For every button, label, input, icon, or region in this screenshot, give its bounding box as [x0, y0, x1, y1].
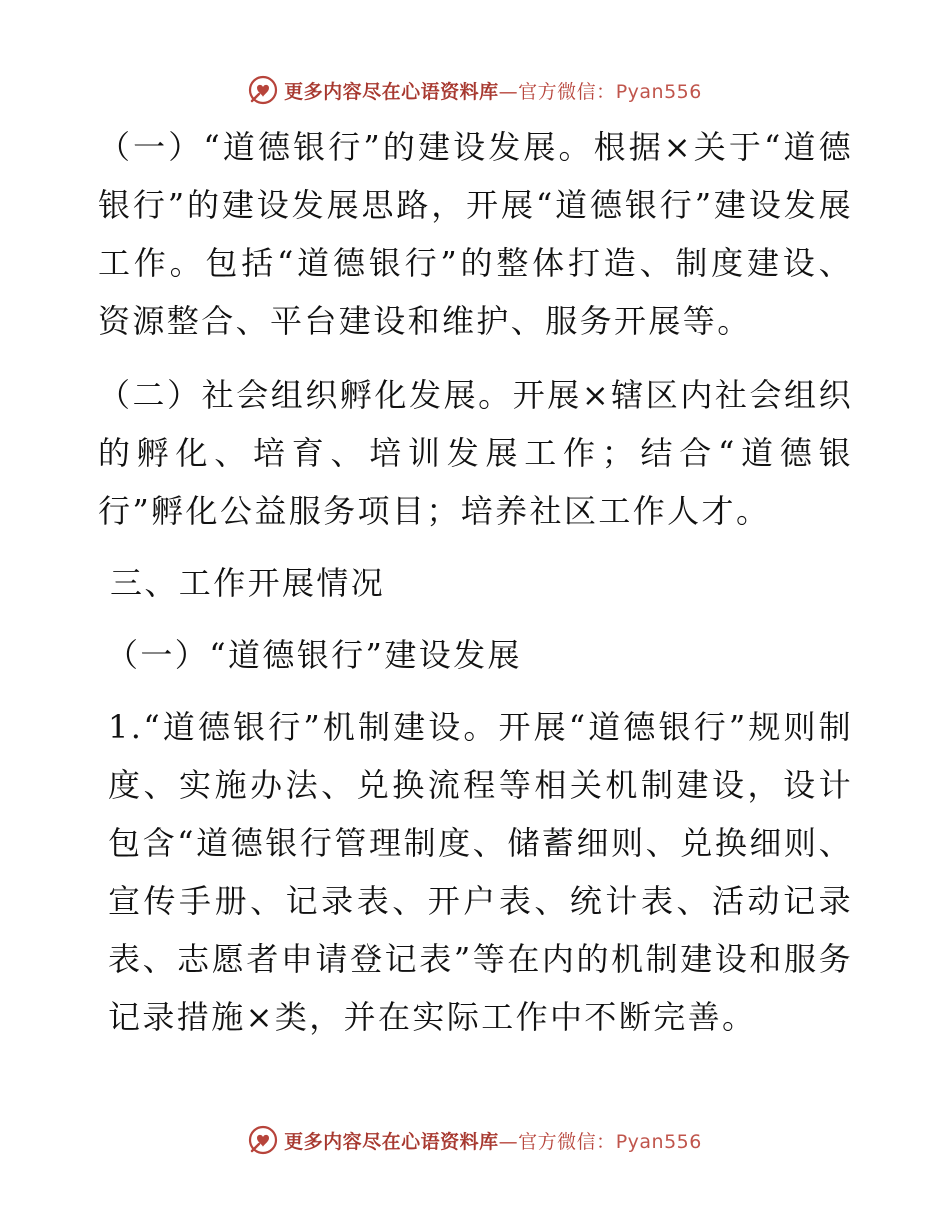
footer-banner-main: 更多内容尽在心语资料库: [284, 1130, 499, 1153]
document-body: [98, 118, 853, 1046]
header-banner-text: [284, 77, 702, 104]
heart-pen-logo-icon: [248, 75, 278, 105]
subsection-heading-moral-bank: （一）“道德银行”建设发展: [106, 636, 522, 674]
footer-banner-text: [284, 1127, 702, 1154]
header-banner-wechat-id: Pyan556: [615, 80, 702, 103]
footer-banner-wechat-id: Pyan556: [615, 1130, 702, 1153]
footer-watermark-banner: [0, 1122, 950, 1158]
paragraph-moral-bank-development: （一）“道德银行”的建设发展。根据×关于“道德银行”的建设发展思路，开展“道德银行”建设发展工作。包括“道德银行”的整体打造、制度建设、资源整合、平台建设和维护、服务开展等。: [98, 128, 853, 340]
header-banner-label: 官方微信：: [518, 80, 616, 103]
header-banner-separator: —: [498, 80, 519, 103]
header-banner-main: 更多内容尽在心语资料库: [284, 80, 499, 103]
section-heading-work-progress: 三、工作开展情况: [110, 564, 386, 602]
heart-pen-logo-icon: [248, 1125, 278, 1155]
paragraph-mechanism-construction: 1.“道德银行”机制建设。开展“道德银行”规则制度、实施办法、兑换流程等相关机制建设，设计包含“道德银行管理制度、储蓄细则、兑换细则、宣传手册、记录表、开户表、统计表、活动记录表、志愿者申请登记表”等在内的机制建设和服务记录措施×类，并在实际工作中不断完善。: [108, 708, 853, 1036]
header-watermark-banner: [0, 72, 950, 108]
footer-banner-separator: —: [498, 1130, 519, 1153]
footer-banner-label: 官方微信：: [518, 1130, 616, 1153]
paragraph-social-org-incubation: （二）社会组织孵化发展。开展×辖区内社会组织的孵化、培育、培训发展工作；结合“道德银行”孵化公益服务项目；培养社区工作人才。: [98, 376, 853, 530]
